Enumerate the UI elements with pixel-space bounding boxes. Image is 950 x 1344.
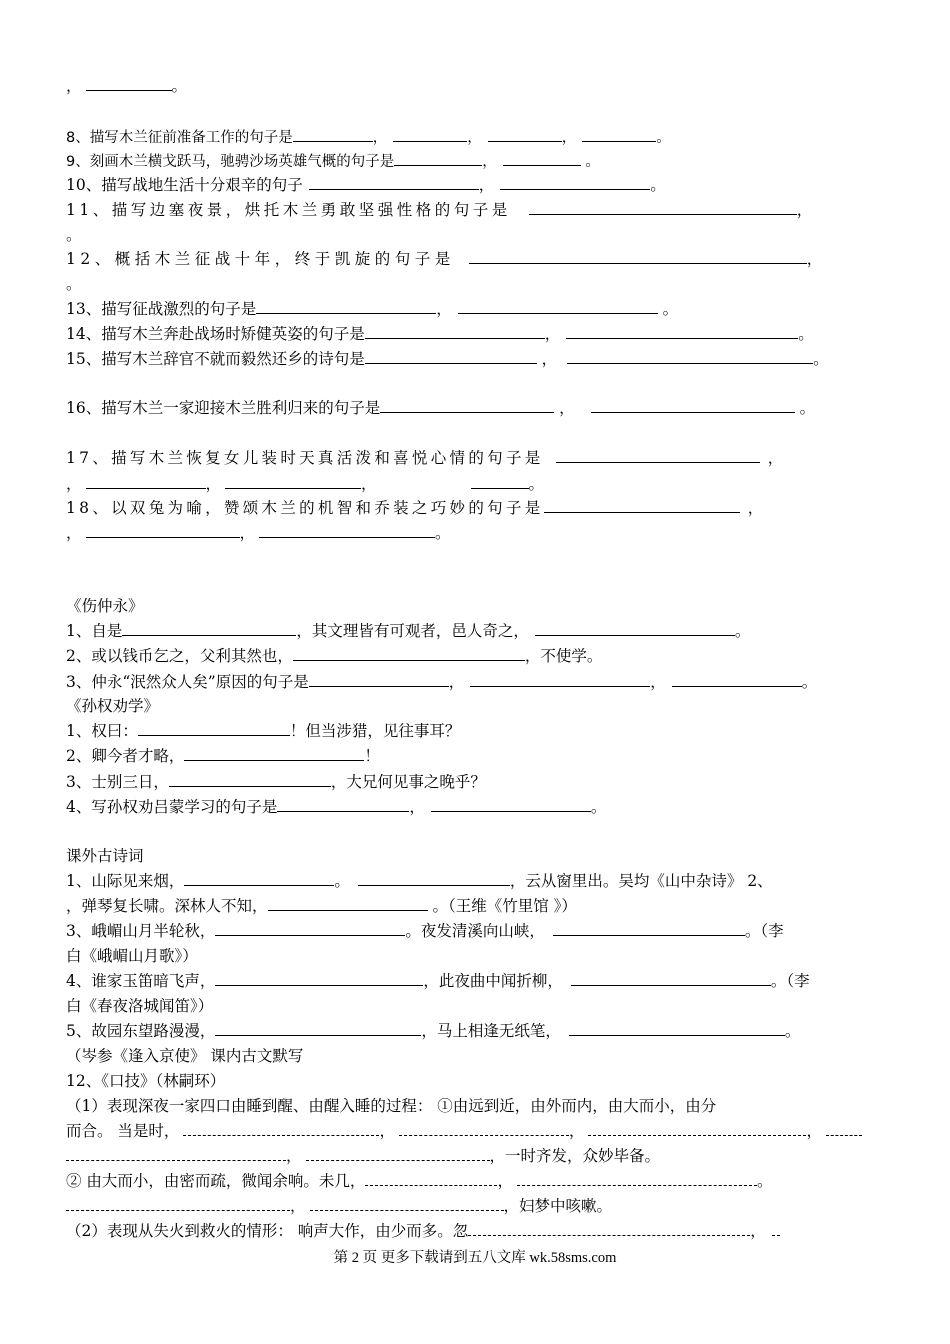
line-q12: 12、概括木兰征战十年，终于凯旋的句子是 ， [66, 250, 827, 268]
line-q14: 14、描写木兰奔赴战场时矫健英姿的句子是 ， 。 [66, 325, 814, 343]
line-q11: 11、描写边塞夜景，烘托木兰勇敢坚强性格的句子是 ， [66, 201, 816, 219]
line-s3q3b: 白《峨嵋山月歌》） [66, 947, 198, 965]
line-s1q2: 2、或以钱币乞之，父利其然也， ，不使学。 [66, 647, 603, 665]
line-s3q3: 3、峨嵋山月半轮秋， 。夜发清溪向山峡， 。（李 [66, 922, 784, 940]
line-s4q1d: ② 由大而小，由密而疏，微闻余响。未几， ， 。 [66, 1172, 773, 1190]
line-s4q1c: ， ，一时齐发，众妙毕备。 [66, 1146, 660, 1166]
line-s2q1: 1、权曰： ！但当涉猎，见往事耳？ [66, 722, 461, 740]
line-s3q4: 4、谁家玉笛暗飞声， ，此夜曲中闻折柳， 。（李 [66, 972, 810, 990]
line-s3q5: 5、故园东望路漫漫， ，马上相逢无纸笔， 。 [66, 1022, 801, 1040]
line-s1q3: 3、仲永“泯然众人矣”原因的句子是 ， ， 。 [66, 673, 818, 691]
line-s2q2: 2、卿今者才略， ！ [66, 747, 380, 765]
line-s4q1e: ， ，妇梦中咳嗽。 [66, 1196, 612, 1216]
line-q10: 10、描写战地生活十分艰辛的句子 ， 。 [66, 176, 666, 194]
line-s1q1: 1、自是 ，其文理皆有可观者，邑人奇之， 。 [66, 622, 751, 640]
line-s3q5b: （岑参《逢入京使》 课内古文默写 [66, 1047, 304, 1065]
line-cont: ， 。 [66, 77, 188, 95]
line-q8: 8、描写木兰征前准备工作的句子是 ， ， ， 。 [66, 127, 671, 148]
line-s3q1: 1、山际见来烟， 。 ，云从窗里出。吴均《山中杂诗》 2、 [66, 872, 773, 890]
section-title-kewaigushici: 课外古诗词 [66, 847, 144, 865]
line-q15: 15、描写木兰辞官不就而毅然还乡的诗句是 ， 。 [66, 350, 829, 368]
line-q16: 16、描写木兰一家迎接木兰胜利归来的句子是 ， 。 [66, 399, 816, 417]
line-q17: 17、描写木兰恢复女儿装时天真活泼和喜悦心情的句子是 ， [66, 449, 787, 467]
line-s2q4: 4、写孙权劝吕蒙学习的句子是 ， 。 [66, 798, 607, 816]
page-footer: 第 2 页 更多下载请到五八文库 wk.58sms.com [333, 1250, 617, 1266]
line-s3q2: ，弹琴复长啸。深林人不知， 。（王维《竹里馆 》） [66, 897, 577, 915]
section-title-sunquanquanxue: 《孙权劝学》 [66, 697, 160, 715]
line-s4q2: （2）表现从失火到救火的情形： 响声大作，由少而多。忽 ， [66, 1221, 780, 1241]
section-title-kouji: 12、《口技》（林嗣环） [66, 1072, 226, 1090]
line-q18b: ， ， 。 [66, 524, 451, 542]
line-q18: 18、以双兔为喻，赞颂木兰的机智和乔装之巧妙的句子是 ， [66, 499, 767, 517]
line-q12-end: 。 [66, 275, 82, 293]
line-q11-end: 。 [66, 226, 82, 244]
line-q9: 9、刻画木兰横戈跃马，驰骋沙场英雄气概的句子是 ， 。 [66, 151, 600, 172]
line-s2q3: 3、士别三日， ，大兄何见事之晚乎？ [66, 773, 486, 791]
section-title-shangzhongyong: 《伤仲永》 [66, 597, 144, 615]
line-s3q4b: 白《春夜洛城闻笛》） [66, 997, 214, 1015]
line-q13: 13、描写征战激烈的句子是 ， 。 [66, 300, 679, 318]
line-s4q1: （1）表现深夜一家四口由睡到醒、由醒入睡的过程： ①由远到近，由外而内，由大而小，由分 [66, 1097, 717, 1115]
line-s4q1b: 而合。 当是时， ， ， ， [66, 1121, 862, 1141]
line-q17b: ， ， ， 。 [66, 475, 545, 493]
